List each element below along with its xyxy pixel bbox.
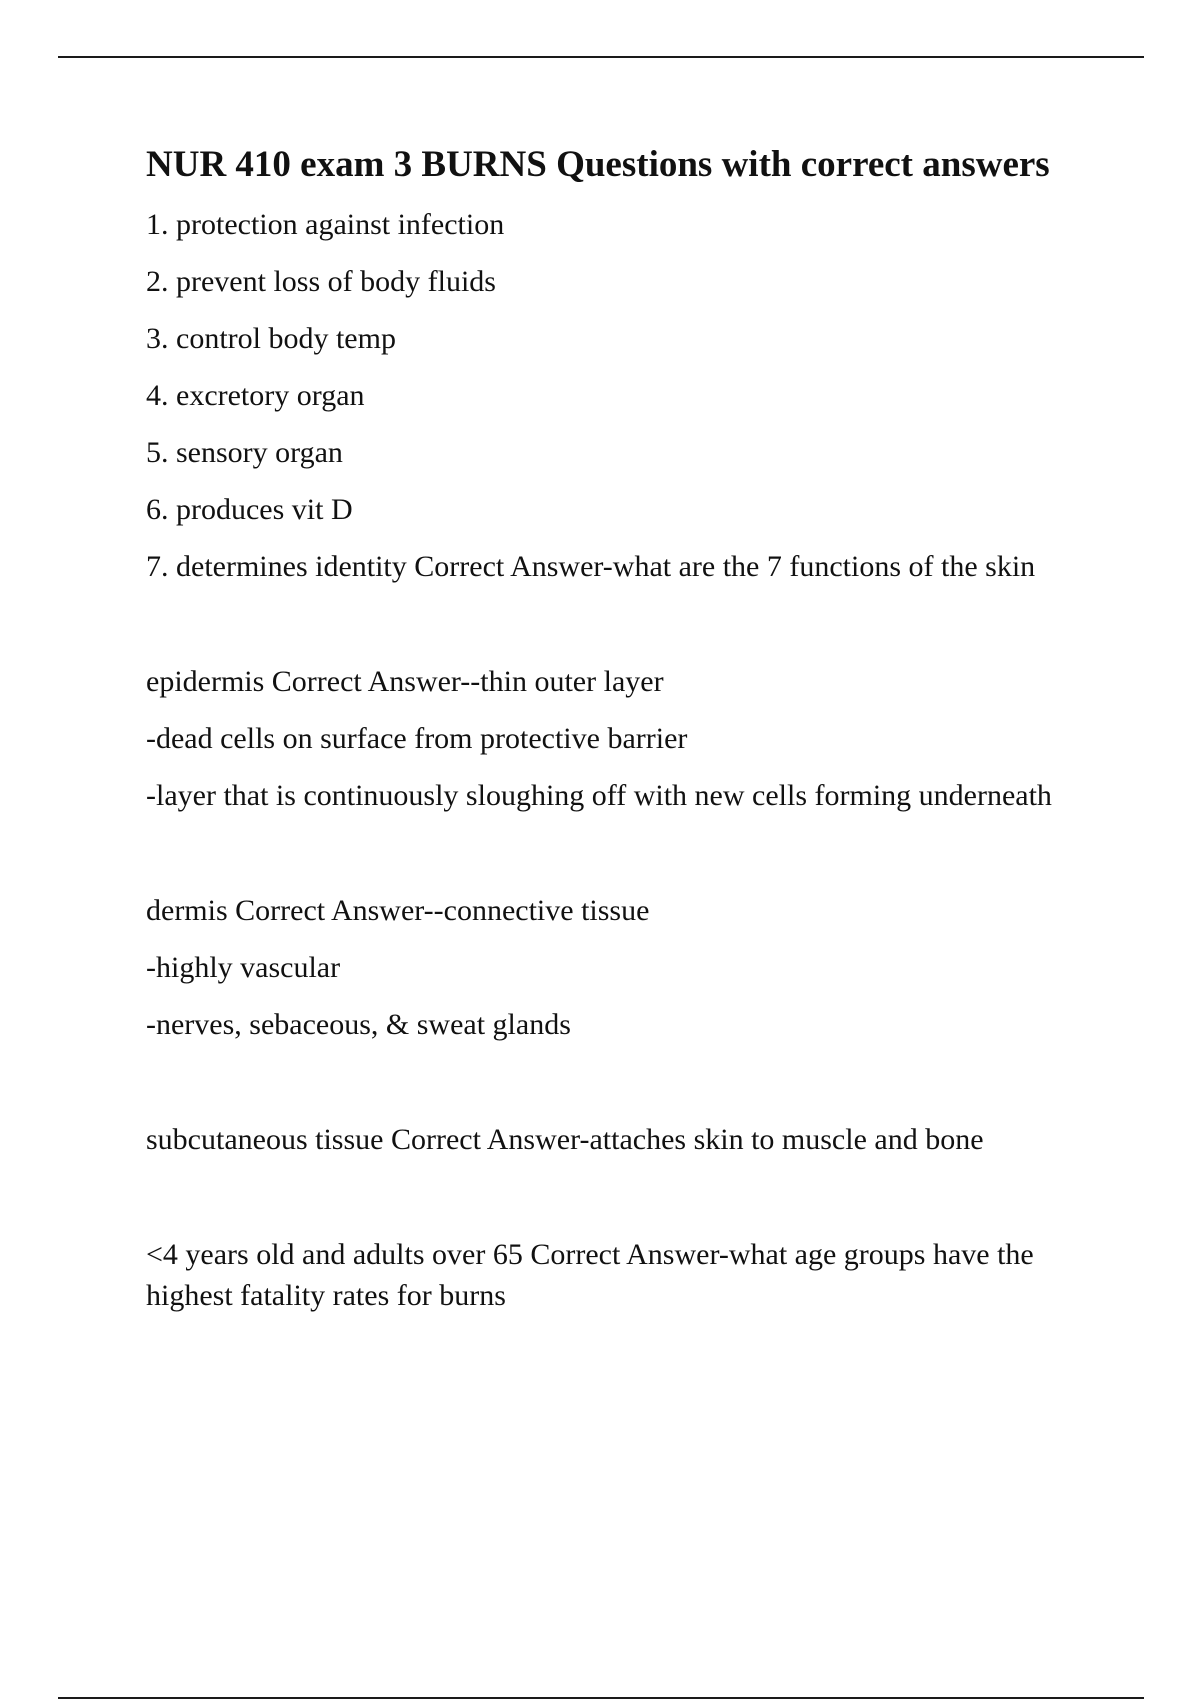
list-item: 4. excretory organ [146,379,365,412]
list-item: 1. protection against infection [146,208,505,241]
top-rule [58,56,1144,58]
list-item: subcutaneous tissue Correct Answer-attaches skin to muscle and bone [146,1123,984,1156]
spacer [146,603,1076,661]
list-item: 3. control body temp [146,322,396,355]
epidermis-block [146,661,1076,816]
list-item: -highly vascular [146,951,341,984]
skin-functions-block [146,204,1076,587]
spacer [146,1176,1076,1234]
document-title: NUR 410 exam 3 BURNS Questions with correct answers [146,144,1050,185]
spacer [146,832,1076,890]
list-item: -dead cells on surface from protective barrier [146,722,688,755]
subcutaneous-block [146,1119,1076,1160]
list-item: -nerves, sebaceous, & sweat glands [146,1008,571,1041]
list-item: 6. produces vit D [146,493,353,526]
list-item: 5. sensory organ [146,436,343,469]
document-body [146,140,1076,1332]
age-groups-block [146,1234,1076,1316]
list-item: 7. determines identity Correct Answer-what are the 7 functions of the skin [146,550,1036,583]
list-item: dermis Correct Answer--connective tissue [146,894,650,927]
list-item: -layer that is continuously sloughing off with new cells forming underneath [146,779,1052,812]
dermis-block [146,890,1076,1045]
list-item: <4 years old and adults over 65 Correct Answer-what age groups have the highest fatality rates for burns [146,1238,1034,1312]
list-item: 2. prevent loss of body fluids [146,265,496,298]
spacer [146,1061,1076,1119]
bottom-rule [58,1697,1144,1699]
list-item: epidermis Correct Answer--thin outer layer [146,665,664,698]
